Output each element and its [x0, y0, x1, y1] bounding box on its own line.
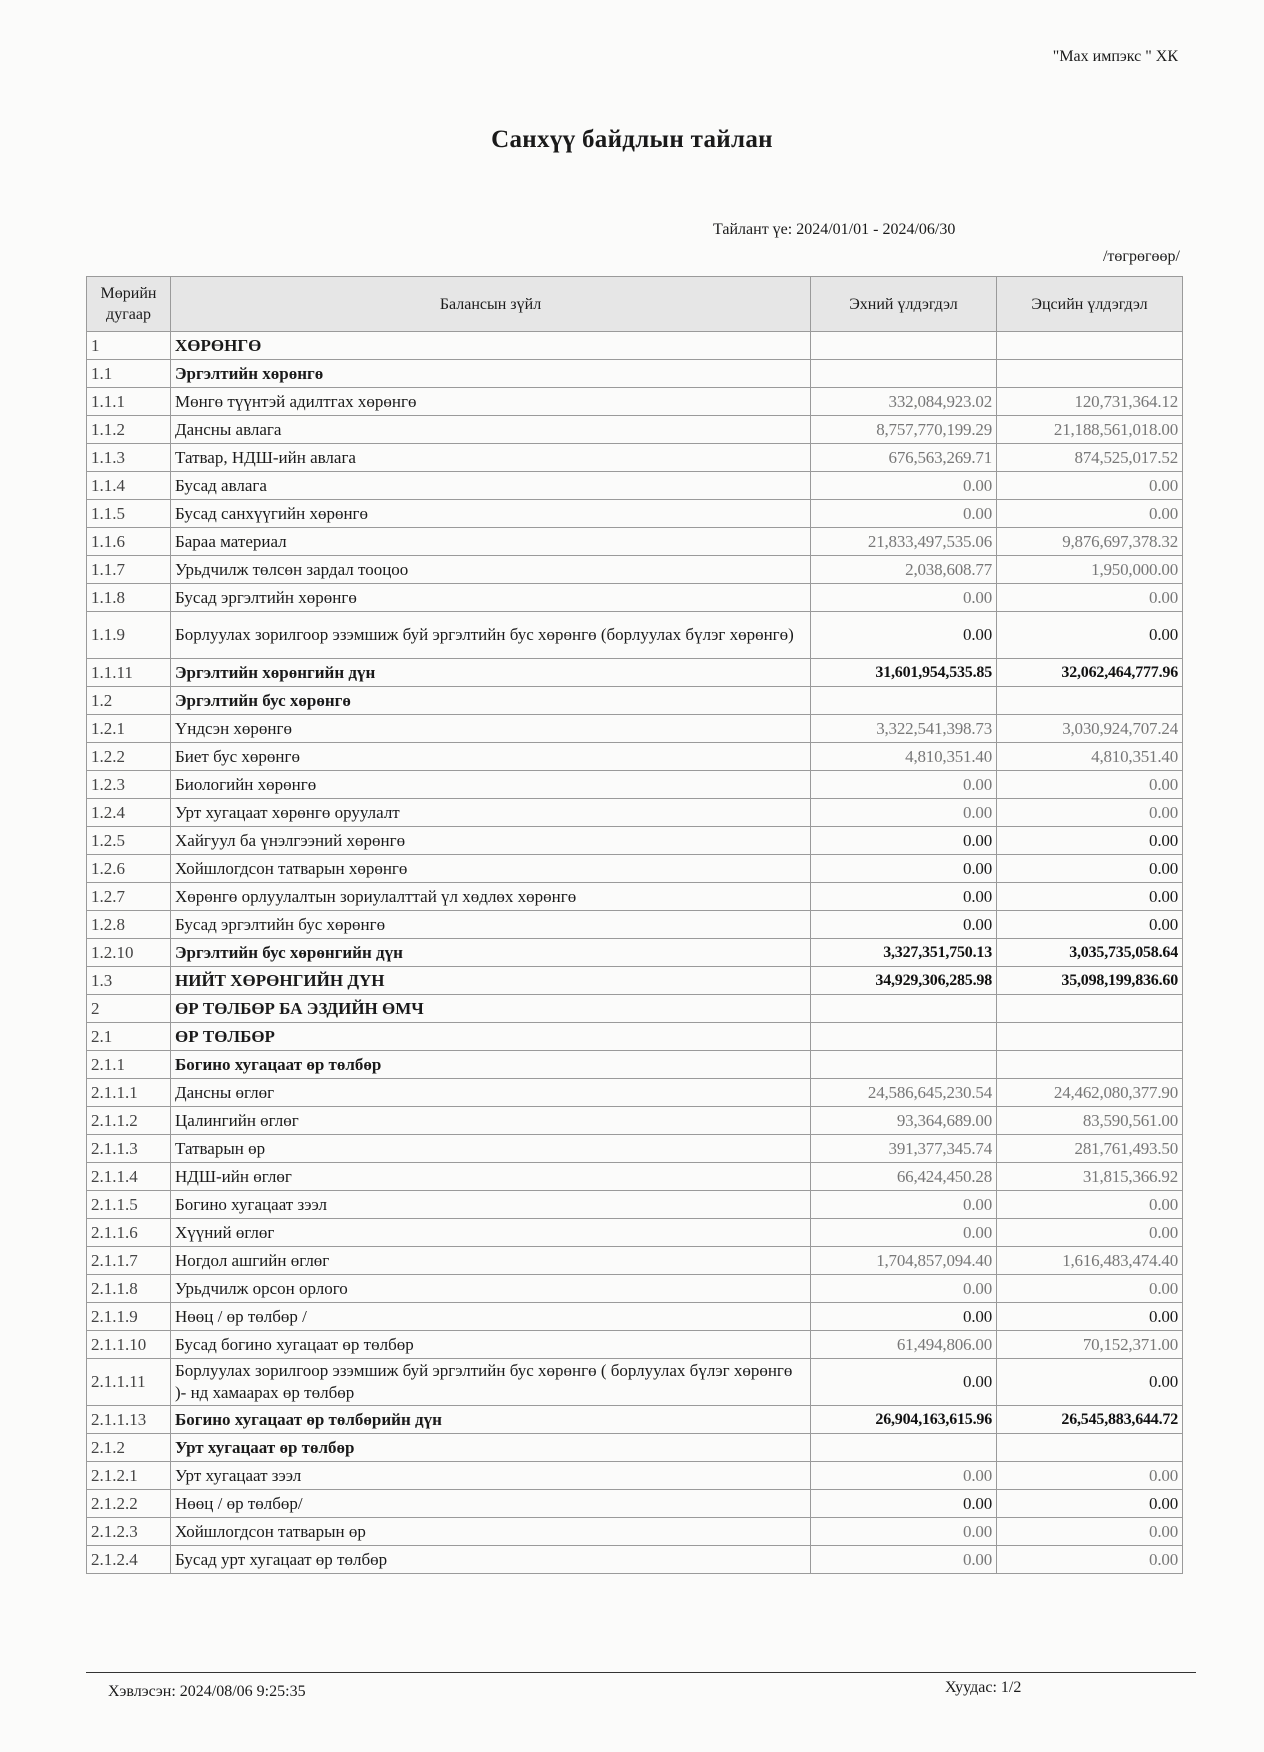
row-begin-balance: 0.00 — [811, 799, 997, 827]
table-row — [87, 1490, 1183, 1518]
table-row — [87, 799, 1183, 827]
table-row — [87, 1247, 1183, 1275]
row-end-balance: 0.00 — [997, 1546, 1183, 1574]
row-code: 2 — [87, 995, 171, 1023]
row-end-balance: 4,810,351.40 — [997, 743, 1183, 771]
row-begin-balance: 4,810,351.40 — [811, 743, 997, 771]
row-begin-balance: 0.00 — [811, 472, 997, 500]
row-item: Бусад богино хугацаат өр төлбөр — [171, 1331, 811, 1359]
row-code: 1.2.5 — [87, 827, 171, 855]
row-code: 2.1.1.1 — [87, 1079, 171, 1107]
table-row — [87, 1051, 1183, 1079]
row-begin-balance: 0.00 — [811, 500, 997, 528]
table-row — [87, 967, 1183, 995]
row-begin-balance: 66,424,450.28 — [811, 1163, 997, 1191]
row-code: 1.1.7 — [87, 556, 171, 584]
company-name: "Max импэкс " ХК — [1052, 48, 1178, 65]
row-begin-balance: 0.00 — [811, 1191, 997, 1219]
row-begin-balance: 0.00 — [811, 584, 997, 612]
row-item: Урьдчилж төлсөн зардал тооцоо — [171, 556, 811, 584]
table-row — [87, 1546, 1183, 1574]
row-item: Хайгуул ба үнэлгээний хөрөнгө — [171, 827, 811, 855]
row-code: 1.1.1 — [87, 388, 171, 416]
row-item: НДШ-ийн өглөг — [171, 1163, 811, 1191]
row-code: 1.1.11 — [87, 659, 171, 687]
table-row — [87, 1023, 1183, 1051]
row-code: 2.1.1.10 — [87, 1331, 171, 1359]
row-end-balance — [997, 332, 1183, 360]
row-begin-balance — [811, 1434, 997, 1462]
row-item: Хойшлогдсон татварын хөрөнгө — [171, 855, 811, 883]
row-begin-balance: 3,322,541,398.73 — [811, 715, 997, 743]
row-begin-balance: 61,494,806.00 — [811, 1331, 997, 1359]
header-end: Эцсийн үлдэгдэл — [997, 277, 1183, 332]
row-begin-balance: 8,757,770,199.29 — [811, 416, 997, 444]
row-code: 2.1.2 — [87, 1434, 171, 1462]
row-begin-balance: 3,327,351,750.13 — [811, 939, 997, 967]
row-code: 2.1.1.7 — [87, 1247, 171, 1275]
row-end-balance: 0.00 — [997, 1219, 1183, 1247]
row-end-balance: 0.00 — [997, 911, 1183, 939]
row-code: 1.1.2 — [87, 416, 171, 444]
table-row — [87, 1163, 1183, 1191]
table-row — [87, 995, 1183, 1023]
row-item: Дансны авлага — [171, 416, 811, 444]
currency-unit: /төгрөгөөр/ — [1102, 248, 1180, 265]
row-begin-balance: 93,364,689.00 — [811, 1107, 997, 1135]
row-end-balance: 120,731,364.12 — [997, 388, 1183, 416]
row-item: Бараа материал — [171, 528, 811, 556]
row-end-balance: 0.00 — [997, 1462, 1183, 1490]
table-row — [87, 332, 1183, 360]
row-begin-balance: 0.00 — [811, 1359, 997, 1406]
row-item: Борлуулах зорилгоор эзэмшиж буй эргэлтийн бус хөрөнгө ( борлуулах бүлэг хөрөнгө )- нд хамаарах өр төлбөр — [171, 1359, 811, 1406]
header-begin: Эхний үлдэгдэл — [811, 277, 997, 332]
row-item: Эргэлтийн хөрөнгө — [171, 360, 811, 388]
row-begin-balance: 0.00 — [811, 911, 997, 939]
table-row — [87, 687, 1183, 715]
footer-divider — [86, 1672, 1196, 1673]
report-title: Санхүү байдлын тайлан — [491, 126, 773, 153]
row-item: Дансны өглөг — [171, 1079, 811, 1107]
table-row — [87, 743, 1183, 771]
row-end-balance: 281,761,493.50 — [997, 1135, 1183, 1163]
row-end-balance: 21,188,561,018.00 — [997, 416, 1183, 444]
table-row — [87, 360, 1183, 388]
row-begin-balance: 0.00 — [811, 1219, 997, 1247]
row-begin-balance: 0.00 — [811, 1303, 997, 1331]
table-row — [87, 1107, 1183, 1135]
row-begin-balance: 0.00 — [811, 612, 997, 659]
row-code: 1.1.4 — [87, 472, 171, 500]
row-end-balance: 0.00 — [997, 799, 1183, 827]
row-end-balance: 0.00 — [997, 500, 1183, 528]
row-item: Үндсэн хөрөнгө — [171, 715, 811, 743]
row-end-balance: 0.00 — [997, 1191, 1183, 1219]
row-begin-balance — [811, 360, 997, 388]
header-code: Мөрийн дугаар — [87, 277, 171, 332]
row-begin-balance: 24,586,645,230.54 — [811, 1079, 997, 1107]
row-item: ӨР ТӨЛБӨР — [171, 1023, 811, 1051]
row-end-balance: 24,462,080,377.90 — [997, 1079, 1183, 1107]
table-row — [87, 1303, 1183, 1331]
row-item: Биологийн хөрөнгө — [171, 771, 811, 799]
row-begin-balance — [811, 332, 997, 360]
row-code: 2.1.1.4 — [87, 1163, 171, 1191]
row-item: Хойшлогдсон татварын өр — [171, 1518, 811, 1546]
row-end-balance: 3,035,735,058.64 — [997, 939, 1183, 967]
row-item: Бусад авлага — [171, 472, 811, 500]
row-begin-balance: 0.00 — [811, 1518, 997, 1546]
row-end-balance: 0.00 — [997, 1275, 1183, 1303]
row-code: 1.2.2 — [87, 743, 171, 771]
row-end-balance: 35,098,199,836.60 — [997, 967, 1183, 995]
row-item: Богино хугацаат өр төлбөрийн дүн — [171, 1406, 811, 1434]
row-begin-balance: 0.00 — [811, 883, 997, 911]
row-item: Богино хугацаат зээл — [171, 1191, 811, 1219]
row-item: Урт хугацаат хөрөнгө оруулалт — [171, 799, 811, 827]
row-end-balance: 0.00 — [997, 1490, 1183, 1518]
row-begin-balance — [811, 1051, 997, 1079]
row-item: Мөнгө түүнтэй адилтгах хөрөнгө — [171, 388, 811, 416]
table-row — [87, 416, 1183, 444]
table-row — [87, 1434, 1183, 1462]
row-end-balance: 874,525,017.52 — [997, 444, 1183, 472]
row-end-balance: 31,815,366.92 — [997, 1163, 1183, 1191]
row-code: 2.1.1 — [87, 1051, 171, 1079]
row-item: Бусад эргэлтийн хөрөнгө — [171, 584, 811, 612]
row-code: 1.2.10 — [87, 939, 171, 967]
table-row — [87, 584, 1183, 612]
row-item: Эргэлтийн бус хөрөнгийн дүн — [171, 939, 811, 967]
row-item: Бусад урт хугацаат өр төлбөр — [171, 1546, 811, 1574]
table-row — [87, 827, 1183, 855]
table-header-row — [87, 277, 1183, 332]
row-item: Цалингийн өглөг — [171, 1107, 811, 1135]
row-begin-balance: 0.00 — [811, 1490, 997, 1518]
row-code: 2.1.1.8 — [87, 1275, 171, 1303]
row-item: Урьдчилж орсон орлого — [171, 1275, 811, 1303]
row-code: 2.1.1.2 — [87, 1107, 171, 1135]
row-item: Хөрөнгө орлуулалтын зориулалттай үл хөдлөх хөрөнгө — [171, 883, 811, 911]
row-end-balance: 0.00 — [997, 883, 1183, 911]
row-item: Урт хугацаат зээл — [171, 1462, 811, 1490]
balance-sheet-table — [86, 276, 1183, 1574]
row-code: 1.1 — [87, 360, 171, 388]
row-code: 2.1.1.6 — [87, 1219, 171, 1247]
table-row — [87, 500, 1183, 528]
row-begin-balance — [811, 1023, 997, 1051]
row-end-balance — [997, 1023, 1183, 1051]
table-row — [87, 883, 1183, 911]
row-code: 2.1.1.9 — [87, 1303, 171, 1331]
row-item: Татварын өр — [171, 1135, 811, 1163]
row-item: ӨР ТӨЛБӨР БА ЭЗДИЙН ӨМЧ — [171, 995, 811, 1023]
row-code: 1.1.8 — [87, 584, 171, 612]
row-item: Хүүний өглөг — [171, 1219, 811, 1247]
row-code: 1 — [87, 332, 171, 360]
row-end-balance: 26,545,883,644.72 — [997, 1406, 1183, 1434]
printed-timestamp: Хэвлэсэн: 2024/08/06 9:25:35 — [108, 1683, 306, 1700]
row-item: Татвар, НДШ-ийн авлага — [171, 444, 811, 472]
row-end-balance: 83,590,561.00 — [997, 1107, 1183, 1135]
table-row — [87, 1135, 1183, 1163]
row-end-balance: 70,152,371.00 — [997, 1331, 1183, 1359]
header-item: Балансын зүйл — [171, 277, 811, 332]
table-row — [87, 771, 1183, 799]
row-end-balance — [997, 360, 1183, 388]
row-begin-balance: 0.00 — [811, 1462, 997, 1490]
row-code: 2.1.2.1 — [87, 1462, 171, 1490]
table-row — [87, 388, 1183, 416]
table-row — [87, 715, 1183, 743]
row-code: 1.1.5 — [87, 500, 171, 528]
row-code: 1.2 — [87, 687, 171, 715]
row-item: Нөөц / өр төлбөр / — [171, 1303, 811, 1331]
row-end-balance — [997, 995, 1183, 1023]
table-row — [87, 1406, 1183, 1434]
row-end-balance: 0.00 — [997, 771, 1183, 799]
row-end-balance: 1,950,000.00 — [997, 556, 1183, 584]
row-end-balance: 1,616,483,474.40 — [997, 1247, 1183, 1275]
row-item: Биет бус хөрөнгө — [171, 743, 811, 771]
row-begin-balance: 0.00 — [811, 771, 997, 799]
table-row — [87, 1219, 1183, 1247]
row-begin-balance: 0.00 — [811, 1275, 997, 1303]
row-end-balance: 0.00 — [997, 1518, 1183, 1546]
row-end-balance: 0.00 — [997, 827, 1183, 855]
row-end-balance: 0.00 — [997, 472, 1183, 500]
row-begin-balance: 1,704,857,094.40 — [811, 1247, 997, 1275]
row-code: 1.2.6 — [87, 855, 171, 883]
row-begin-balance — [811, 995, 997, 1023]
row-code: 1.2.3 — [87, 771, 171, 799]
row-code: 1.1.9 — [87, 612, 171, 659]
table-row — [87, 556, 1183, 584]
row-code: 2.1.1.13 — [87, 1406, 171, 1434]
row-end-balance: 32,062,464,777.96 — [997, 659, 1183, 687]
table-row — [87, 939, 1183, 967]
table-row — [87, 1191, 1183, 1219]
table-row — [87, 444, 1183, 472]
table-row — [87, 855, 1183, 883]
row-item: Эргэлтийн хөрөнгийн дүн — [171, 659, 811, 687]
row-item: Бусад эргэлтийн бус хөрөнгө — [171, 911, 811, 939]
row-code: 1.1.3 — [87, 444, 171, 472]
row-begin-balance: 676,563,269.71 — [811, 444, 997, 472]
row-begin-balance: 26,904,163,615.96 — [811, 1406, 997, 1434]
row-code: 1.2.1 — [87, 715, 171, 743]
row-begin-balance: 21,833,497,535.06 — [811, 528, 997, 556]
table-row — [87, 1462, 1183, 1490]
row-item: Нөөц / өр төлбөр/ — [171, 1490, 811, 1518]
row-code: 2.1.2.2 — [87, 1490, 171, 1518]
row-code: 1.3 — [87, 967, 171, 995]
table-row — [87, 659, 1183, 687]
row-begin-balance: 34,929,306,285.98 — [811, 967, 997, 995]
row-end-balance: 0.00 — [997, 855, 1183, 883]
row-code: 1.2.4 — [87, 799, 171, 827]
row-begin-balance — [811, 687, 997, 715]
row-end-balance: 0.00 — [997, 584, 1183, 612]
table-row — [87, 1359, 1183, 1406]
row-code: 2.1.2.3 — [87, 1518, 171, 1546]
table-row — [87, 911, 1183, 939]
row-begin-balance: 391,377,345.74 — [811, 1135, 997, 1163]
table-row — [87, 1275, 1183, 1303]
row-code: 2.1.2.4 — [87, 1546, 171, 1574]
row-end-balance — [997, 1434, 1183, 1462]
table-row — [87, 1331, 1183, 1359]
row-code: 1.2.8 — [87, 911, 171, 939]
table-row — [87, 1079, 1183, 1107]
row-end-balance: 3,030,924,707.24 — [997, 715, 1183, 743]
row-begin-balance: 0.00 — [811, 827, 997, 855]
row-code: 1.1.6 — [87, 528, 171, 556]
row-end-balance: 9,876,697,378.32 — [997, 528, 1183, 556]
row-code: 2.1.1.3 — [87, 1135, 171, 1163]
row-item: НИЙТ ХӨРӨНГИЙН ДҮН — [171, 967, 811, 995]
row-begin-balance: 2,038,608.77 — [811, 556, 997, 584]
row-item: Эргэлтийн бус хөрөнгө — [171, 687, 811, 715]
page-number: Хуудас: 1/2 — [945, 1679, 1022, 1696]
row-item: Урт хугацаат өр төлбөр — [171, 1434, 811, 1462]
row-end-balance — [997, 1051, 1183, 1079]
row-end-balance: 0.00 — [997, 1303, 1183, 1331]
row-item: Ногдол ашгийн өглөг — [171, 1247, 811, 1275]
row-begin-balance: 0.00 — [811, 855, 997, 883]
table-row — [87, 612, 1183, 659]
row-begin-balance: 0.00 — [811, 1546, 997, 1574]
row-item: Бусад санхүүгийн хөрөнгө — [171, 500, 811, 528]
row-item: ХӨРӨНГӨ — [171, 332, 811, 360]
table-row — [87, 528, 1183, 556]
row-end-balance — [997, 687, 1183, 715]
row-code: 2.1.1.11 — [87, 1359, 171, 1406]
report-period: Тайлант үе: 2024/01/01 - 2024/06/30 — [713, 221, 956, 238]
table-row — [87, 472, 1183, 500]
table-row — [87, 1518, 1183, 1546]
row-code: 2.1 — [87, 1023, 171, 1051]
row-item: Богино хугацаат өр төлбөр — [171, 1051, 811, 1079]
row-item: Борлуулах зорилгоор эзэмшиж буй эргэлтийн бус хөрөнгө (борлуулах бүлэг хөрөнгө) — [171, 612, 811, 659]
row-begin-balance: 31,601,954,535.85 — [811, 659, 997, 687]
row-end-balance: 0.00 — [997, 1359, 1183, 1406]
row-end-balance: 0.00 — [997, 612, 1183, 659]
row-code: 1.2.7 — [87, 883, 171, 911]
row-begin-balance: 332,084,923.02 — [811, 388, 997, 416]
row-code: 2.1.1.5 — [87, 1191, 171, 1219]
